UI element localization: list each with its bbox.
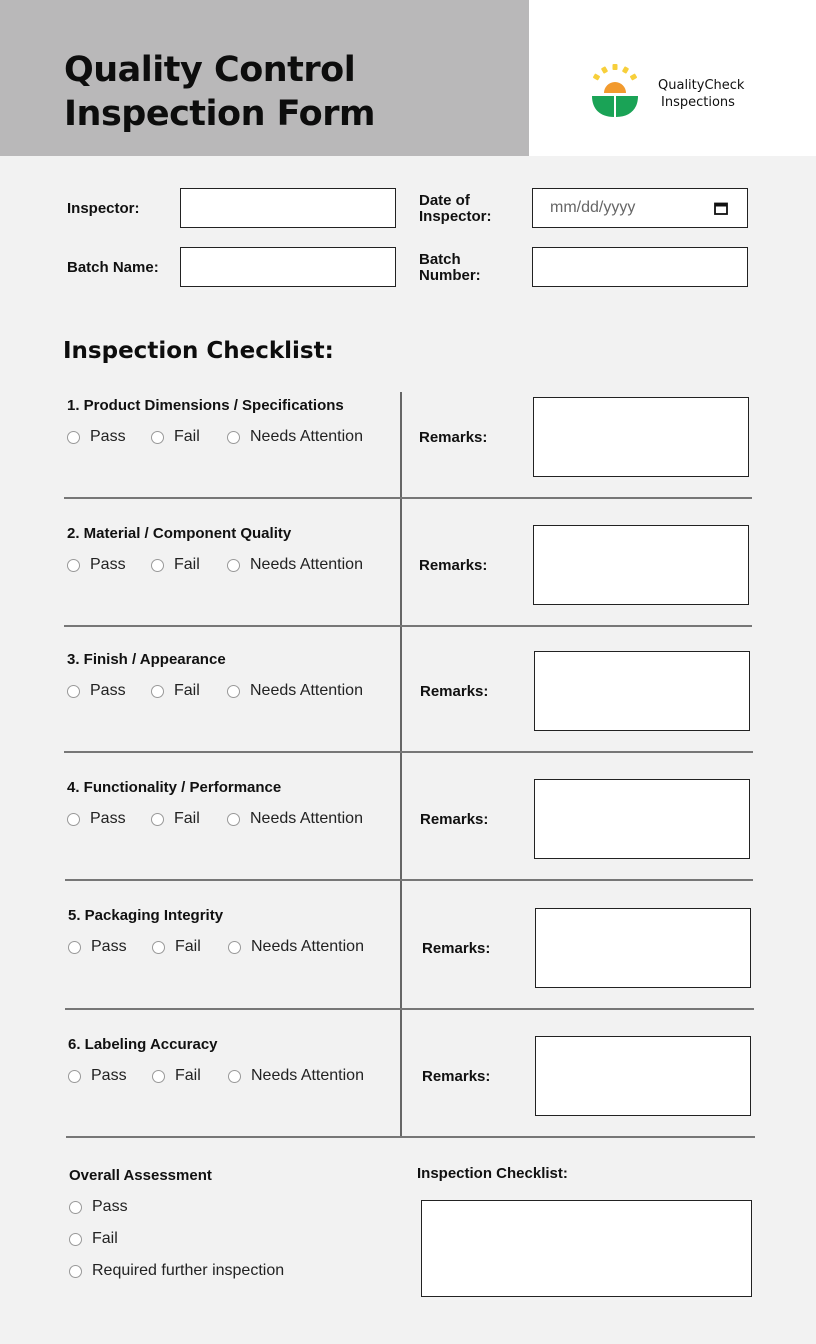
remarks-label: Remarks: xyxy=(420,811,489,828)
remarks-label: Remarks: xyxy=(419,557,488,574)
overall-option-further-inspection[interactable] xyxy=(69,1262,284,1280)
date-field[interactable] xyxy=(532,188,748,228)
overall-notes-field[interactable] xyxy=(421,1200,752,1297)
remarks-field[interactable] xyxy=(534,779,750,859)
option-label: Needs Attention xyxy=(250,682,363,699)
option-pass[interactable] xyxy=(67,556,126,574)
date-placeholder: mm/dd/yyyy xyxy=(550,199,636,216)
option-label: Needs Attention xyxy=(250,428,363,445)
option-fail[interactable] xyxy=(151,810,200,828)
option-label: Pass xyxy=(91,1067,127,1084)
row-divider xyxy=(65,879,753,881)
remarks-label: Remarks: xyxy=(422,1068,491,1085)
option-label: Pass xyxy=(91,938,127,955)
radio-icon[interactable] xyxy=(68,941,81,954)
option-fail[interactable] xyxy=(151,428,200,446)
radio-icon[interactable] xyxy=(227,813,240,826)
option-label: Fail xyxy=(175,938,201,955)
option-label: Required further inspection xyxy=(92,1262,285,1279)
radio-icon[interactable] xyxy=(228,941,241,954)
option-label: Fail xyxy=(174,810,200,827)
option-needs-attention[interactable] xyxy=(227,556,363,574)
option-needs-attention[interactable] xyxy=(228,938,364,956)
sunrise-plant-logo-icon xyxy=(590,64,640,120)
checklist-divider xyxy=(400,392,402,1138)
page-title-line2: Inspection Form xyxy=(64,94,375,134)
option-pass[interactable] xyxy=(68,938,127,956)
batch-number-label-line2: Number: xyxy=(419,267,481,284)
calendar-icon[interactable] xyxy=(714,202,728,215)
inspector-field[interactable] xyxy=(180,188,396,228)
row-divider xyxy=(64,625,752,627)
option-needs-attention[interactable] xyxy=(228,1067,364,1085)
radio-icon[interactable] xyxy=(68,1070,81,1083)
logo-wordmark xyxy=(658,77,744,111)
batch-number-label-line1: Batch xyxy=(419,251,461,268)
item-title: 1. Product Dimensions / Specifications xyxy=(67,397,344,414)
radio-icon[interactable] xyxy=(228,1070,241,1083)
option-label: Pass xyxy=(90,810,126,827)
option-fail[interactable] xyxy=(152,1067,201,1085)
option-label: Needs Attention xyxy=(251,938,364,955)
option-label: Needs Attention xyxy=(250,810,363,827)
date-label-line1: Date of xyxy=(419,192,470,209)
radio-icon[interactable] xyxy=(151,431,164,444)
radio-icon[interactable] xyxy=(67,813,80,826)
date-label xyxy=(419,193,492,225)
option-needs-attention[interactable] xyxy=(227,810,363,828)
option-label: Pass xyxy=(92,1198,128,1215)
option-pass[interactable] xyxy=(68,1067,127,1085)
option-label: Fail xyxy=(174,682,200,699)
radio-icon[interactable] xyxy=(227,431,240,444)
option-needs-attention[interactable] xyxy=(227,682,363,700)
radio-icon[interactable] xyxy=(67,559,80,572)
remarks-field[interactable] xyxy=(535,908,751,988)
radio-icon[interactable] xyxy=(69,1233,82,1246)
radio-icon[interactable] xyxy=(152,1070,165,1083)
overall-assessment-title: Overall Assessment xyxy=(69,1167,212,1184)
remarks-field[interactable] xyxy=(533,397,749,477)
option-pass[interactable] xyxy=(67,682,126,700)
page-title xyxy=(64,48,375,136)
row-divider xyxy=(64,751,753,753)
checklist-title: Inspection Checklist: xyxy=(63,338,334,364)
option-label: Needs Attention xyxy=(250,556,363,573)
item-title: 4. Functionality / Performance xyxy=(67,779,282,796)
option-label: Pass xyxy=(90,682,126,699)
remarks-label: Remarks: xyxy=(419,429,488,446)
option-pass[interactable] xyxy=(67,810,126,828)
radio-icon[interactable] xyxy=(151,685,164,698)
option-fail[interactable] xyxy=(151,556,200,574)
overall-option-pass[interactable] xyxy=(69,1198,128,1216)
radio-icon[interactable] xyxy=(69,1265,82,1278)
option-label: Pass xyxy=(90,428,126,445)
item-title: 2. Material / Component Quality xyxy=(67,525,292,542)
inspector-label: Inspector: xyxy=(67,200,140,217)
radio-icon[interactable] xyxy=(151,813,164,826)
option-fail[interactable] xyxy=(152,938,201,956)
option-label: Pass xyxy=(90,556,126,573)
remarks-field[interactable] xyxy=(534,651,750,731)
logo-line2: Inspections xyxy=(661,95,735,110)
radio-icon[interactable] xyxy=(227,559,240,572)
row-divider xyxy=(65,1008,754,1010)
option-fail[interactable] xyxy=(151,682,200,700)
option-pass[interactable] xyxy=(67,428,126,446)
radio-icon[interactable] xyxy=(151,559,164,572)
option-label: Fail xyxy=(174,428,200,445)
remarks-label: Remarks: xyxy=(420,683,489,700)
remarks-field[interactable] xyxy=(535,1036,751,1116)
remarks-label: Remarks: xyxy=(422,940,491,957)
date-label-line2: Inspector: xyxy=(419,208,492,225)
batch-number-field[interactable] xyxy=(532,247,748,287)
option-label: Fail xyxy=(174,556,200,573)
radio-icon[interactable] xyxy=(152,941,165,954)
overall-option-fail[interactable] xyxy=(69,1230,118,1248)
item-title: 6. Labeling Accuracy xyxy=(68,1036,218,1053)
radio-icon[interactable] xyxy=(69,1201,82,1214)
page-title-line1: Quality Control xyxy=(64,50,356,90)
option-label: Fail xyxy=(92,1230,118,1247)
item-title: 5. Packaging Integrity xyxy=(68,907,224,924)
remarks-field[interactable] xyxy=(533,525,749,605)
overall-notes-label: Inspection Checklist: xyxy=(417,1165,568,1182)
radio-icon[interactable] xyxy=(67,431,80,444)
batch-name-label: Batch Name: xyxy=(67,259,159,276)
option-needs-attention[interactable] xyxy=(227,428,363,446)
batch-name-field[interactable] xyxy=(180,247,396,287)
radio-icon[interactable] xyxy=(227,685,240,698)
batch-number-label xyxy=(419,252,481,284)
logo-line1: QualityCheck xyxy=(658,78,745,93)
row-divider xyxy=(66,1136,755,1138)
radio-icon[interactable] xyxy=(67,685,80,698)
option-label: Fail xyxy=(175,1067,201,1084)
option-label: Needs Attention xyxy=(251,1067,364,1084)
item-title: 3. Finish / Appearance xyxy=(67,651,226,668)
row-divider xyxy=(64,497,752,499)
